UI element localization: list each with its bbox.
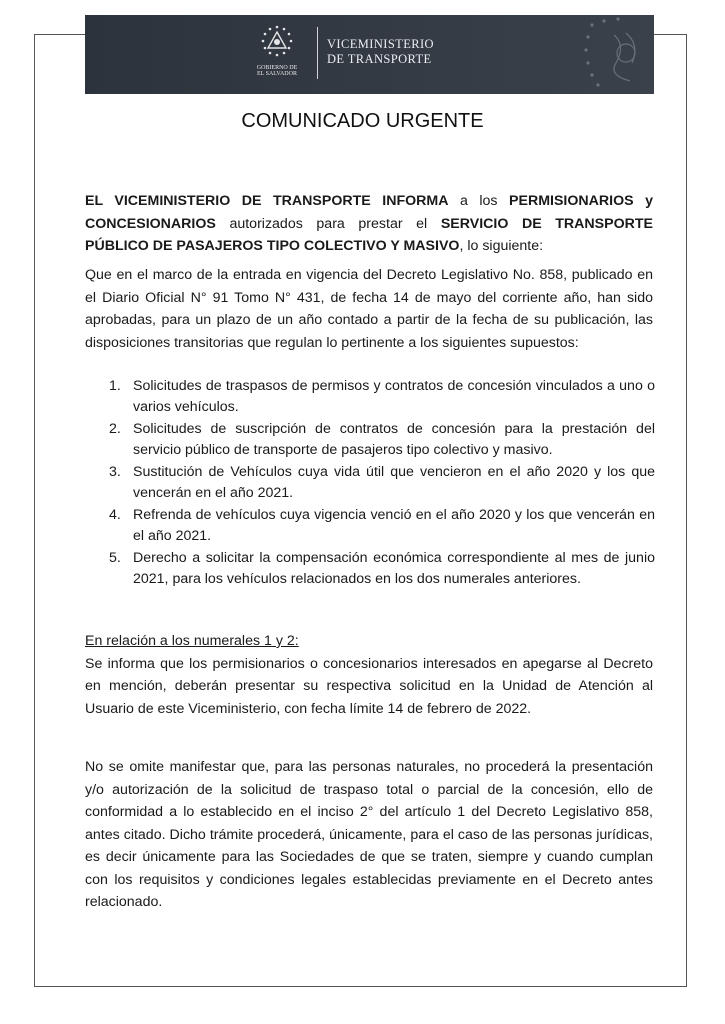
coat-of-arms-icon xyxy=(257,23,297,63)
header-banner xyxy=(85,15,654,94)
list-text: Refrenda de vehículos cuya vigencia venció en el año 2020 y los que vencerán en el año 2021. xyxy=(133,507,655,544)
list-number: 5. xyxy=(109,550,121,566)
intro-part-4: autorizados para prestar el xyxy=(215,215,441,232)
numbered-list xyxy=(85,376,655,591)
list-item xyxy=(85,462,655,503)
gov-line-1: GOBIERNO DE xyxy=(256,65,298,71)
list-number: 4. xyxy=(109,507,121,523)
intro-part-6: , lo siguiente: xyxy=(459,238,544,254)
government-label xyxy=(247,65,307,77)
document-title: COMUNICADO URGENTE xyxy=(241,110,484,132)
section-heading: En relación a los numerales 1 y 2: xyxy=(85,633,299,649)
intro-part-1: EL VICEMINISTERIO DE TRANSPORTE INFORMA xyxy=(85,193,449,209)
list-text: Solicitudes de suscripción de contratos de concesión para la prestación del servicio público de transporte de pasajeros tipo colectivo y masivo. xyxy=(133,421,655,458)
intro-part-3: PERMISIONARIOS y CONCESIONARIOS xyxy=(85,193,653,232)
paragraph-3: No se omite manifestar que, para las personas naturales, no procederá la presentación y/o autorización de la solicitud de traspaso total o parcial de la concesión, ello de conformidad a lo establecido en el inciso 2° del artículo 1 del Decreto Legislativo 858, antes citado. Dicho trámite procederá, únicamente, para el caso de las personas jurídicas, es decir únicamente para las Sociedades de que se traten, siempre y cuando cumplan con los requisitos y condiciones legales establecidas previamente en el Decreto antes relacionado. xyxy=(85,759,653,910)
intro-part-5: SERVICIO DE TRANSPORTE PÚBLICO DE PASAJEROS TIPO COLECTIVO Y MASIVO xyxy=(85,215,654,254)
organization-name xyxy=(327,37,434,67)
intro-paragraph xyxy=(85,190,653,258)
list-item xyxy=(85,505,655,546)
paragraph-1: Que en el marco de la entrada en vigencia del Decreto Legislativo No. 858, publicado en el Diario Oficial N° 91 Tomo N° 431, de fecha 14 de mayo del corriente año, han sido aprobadas, para un plazo de un año contado a partir de la fecha de su publicación, las disposiciones transitorias que regulan lo pertinente a los siguientes supuestos: xyxy=(85,267,653,351)
paragraph-2: Se informa que los permisionarios o concesionarios interesados en apegarse al Decreto en mención, deberán presentar su respectiva solicitud en la Unidad de Atención al Usuario de este Viceministerio, con fecha límite 14 de febrero de 2022. xyxy=(85,655,653,717)
list-number: 3. xyxy=(109,464,121,480)
government-logo xyxy=(247,23,307,85)
list-text: Solicitudes de traspasos de permisos y contratos de concesión vinculados a uno o varios vehículos. xyxy=(133,378,655,415)
org-line-2: DE TRANSPORTE xyxy=(327,52,432,66)
gov-line-2: EL SALVADOR xyxy=(257,71,297,77)
list-item xyxy=(85,419,655,460)
list-number: 2. xyxy=(109,421,121,437)
intro-part-2: a los xyxy=(448,193,510,209)
list-text: Derecho a solicitar la compensación económica correspondiente al mes de junio 2021, para los vehículos relacionados en los dos numerales anteriores. xyxy=(133,550,655,587)
header-divider xyxy=(317,27,318,79)
list-text: Sustitución de Vehículos cuya vida útil que vencieron en el año 2020 y los que vencerán en el año 2021. xyxy=(133,464,655,501)
section-block xyxy=(85,630,653,720)
decorative-seal-icon xyxy=(564,15,654,94)
list-number: 1. xyxy=(109,378,121,394)
org-line-1: VICEMINISTERIO xyxy=(327,37,434,51)
list-item xyxy=(85,376,655,417)
list-item xyxy=(85,548,655,589)
